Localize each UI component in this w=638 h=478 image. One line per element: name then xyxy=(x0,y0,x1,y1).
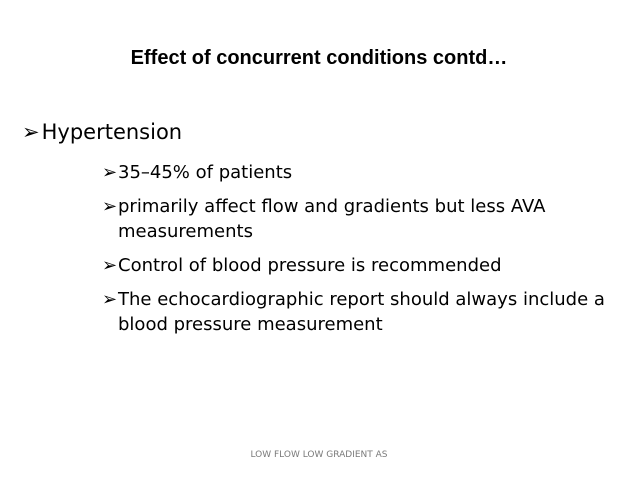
sub-bullet-text: The echocardiographic report should always include a blood pressure measurement xyxy=(118,289,605,335)
slide-title: Effect of concurrent conditions contd… xyxy=(130,47,508,69)
sub-bullet-text: Control of blood pressure is recommended xyxy=(118,255,502,276)
arrow-bullet-icon: ➢ xyxy=(22,120,40,144)
sub-bullet-text: 35–45% of patients xyxy=(118,162,293,183)
bullet-hypertension xyxy=(22,118,182,146)
sub-bullet-list xyxy=(102,160,622,346)
sub-bullet-item xyxy=(102,253,622,278)
arrow-bullet-icon: ➢ xyxy=(102,196,118,217)
sub-bullet-item xyxy=(102,194,622,244)
slide-footer: LOW FLOW LOW GRADIENT AS xyxy=(250,450,388,460)
sub-bullet-item xyxy=(102,160,622,185)
sub-bullet-item xyxy=(102,287,622,337)
main-point-text: Hypertension xyxy=(41,120,183,144)
arrow-bullet-icon: ➢ xyxy=(102,289,118,310)
sub-bullet-text: primarily affect flow and gradients but less AVA measurements xyxy=(118,196,546,242)
arrow-bullet-icon: ➢ xyxy=(102,255,118,276)
arrow-bullet-icon: ➢ xyxy=(102,162,118,183)
